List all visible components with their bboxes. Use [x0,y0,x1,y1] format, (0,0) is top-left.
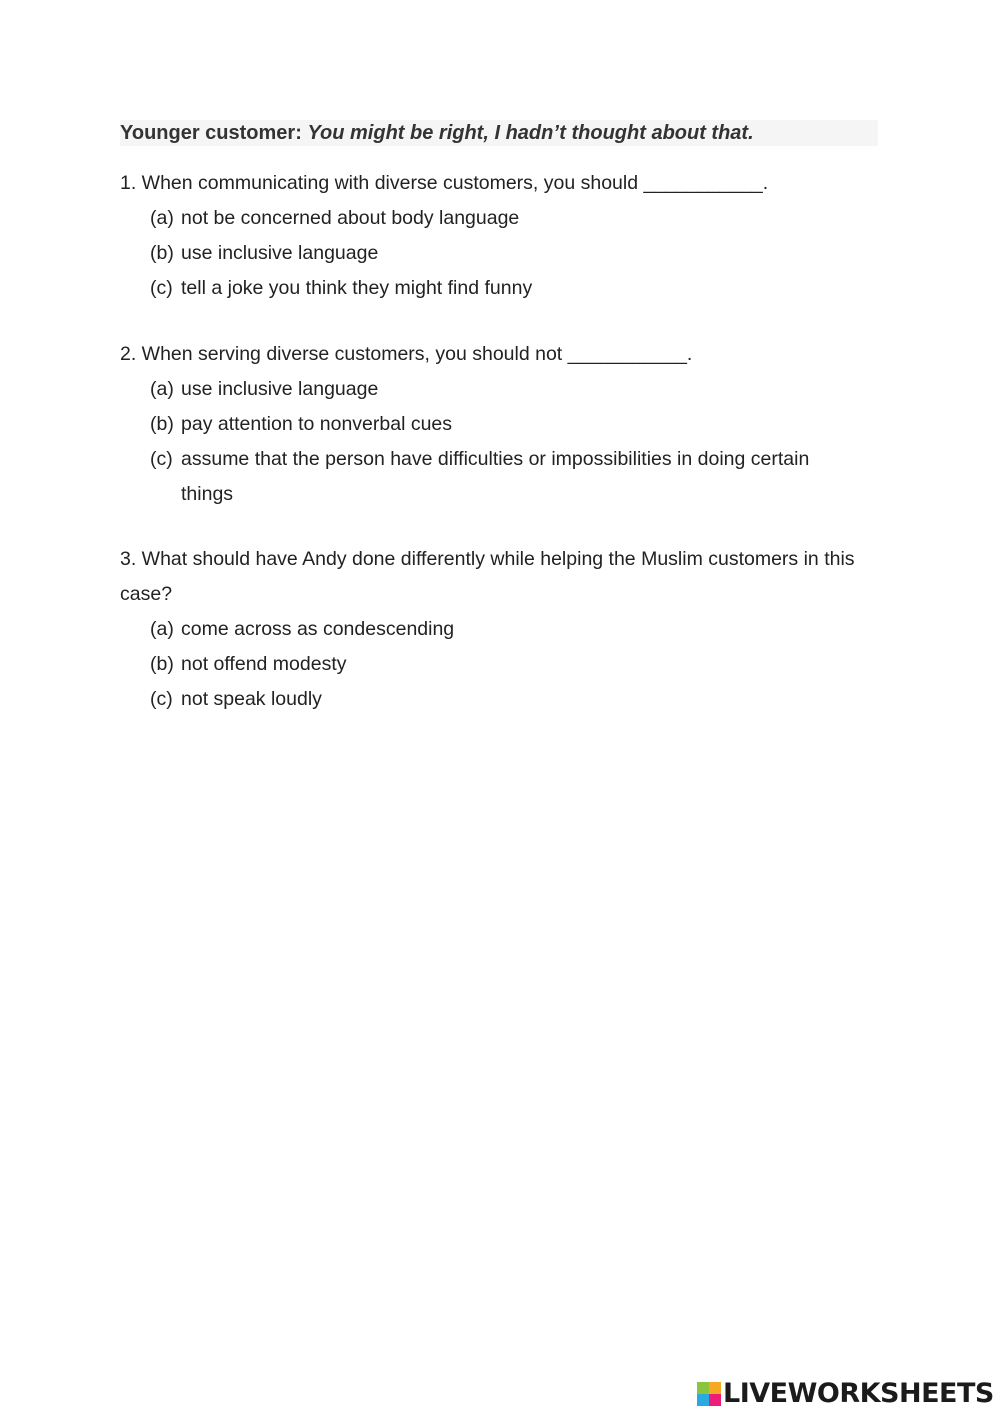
logo-text: LIVEWORKSHEETS [723,1378,994,1409]
option-text: use inclusive language [181,242,379,264]
option-1c[interactable] [120,271,860,306]
option-text: tell a joke you think they might find funny [181,277,533,299]
option-text: not offend modesty [181,653,347,675]
option-2a[interactable] [120,372,860,407]
dialogue-line [120,120,878,146]
option-letter: (a) [150,207,174,229]
option-1b[interactable] [120,236,860,271]
option-letter: (c) [150,277,173,299]
dialogue-speaker: Younger customer: [120,122,302,144]
question-1 [120,166,860,306]
logo-mark-icon [697,1382,721,1406]
logo-square-1 [697,1382,709,1394]
option-text: not speak loudly [181,688,322,710]
option-letter: (b) [150,653,174,675]
logo-square-2 [709,1382,721,1394]
dialogue-speech: You might be right, I hadn’t thought about that. [307,122,754,144]
option-text: use inclusive language [181,378,379,400]
option-text: assume that the person have difficulties or impossibilities in doing certain things [181,448,810,505]
option-text: pay attention to nonverbal cues [181,413,453,435]
option-3c[interactable] [120,682,860,717]
question-text: 2. When serving diverse customers, you should not ___________. [120,343,693,365]
option-letter: (b) [150,242,174,264]
question-2 [120,337,860,512]
option-text: come across as condescending [181,618,455,640]
option-3b[interactable] [120,647,860,682]
option-letter: (a) [150,618,174,640]
option-letter: (b) [150,413,174,435]
option-3a[interactable] [120,612,860,647]
option-1a[interactable] [120,201,860,236]
option-2c[interactable] [120,442,860,512]
option-letter: (c) [150,448,173,470]
question-3 [120,542,860,717]
option-2b[interactable] [120,407,860,442]
option-letter: (a) [150,378,174,400]
logo-square-3 [697,1394,709,1406]
option-text: not be concerned about body language [181,207,520,229]
liveworksheets-logo[interactable] [697,1378,994,1410]
logo-square-4 [709,1394,721,1406]
option-letter: (c) [150,688,173,710]
question-text: 3. What should have Andy done differently while helping the Muslim customers in this case? [120,548,855,605]
question-text: 1. When communicating with diverse customers, you should ___________. [120,172,769,194]
